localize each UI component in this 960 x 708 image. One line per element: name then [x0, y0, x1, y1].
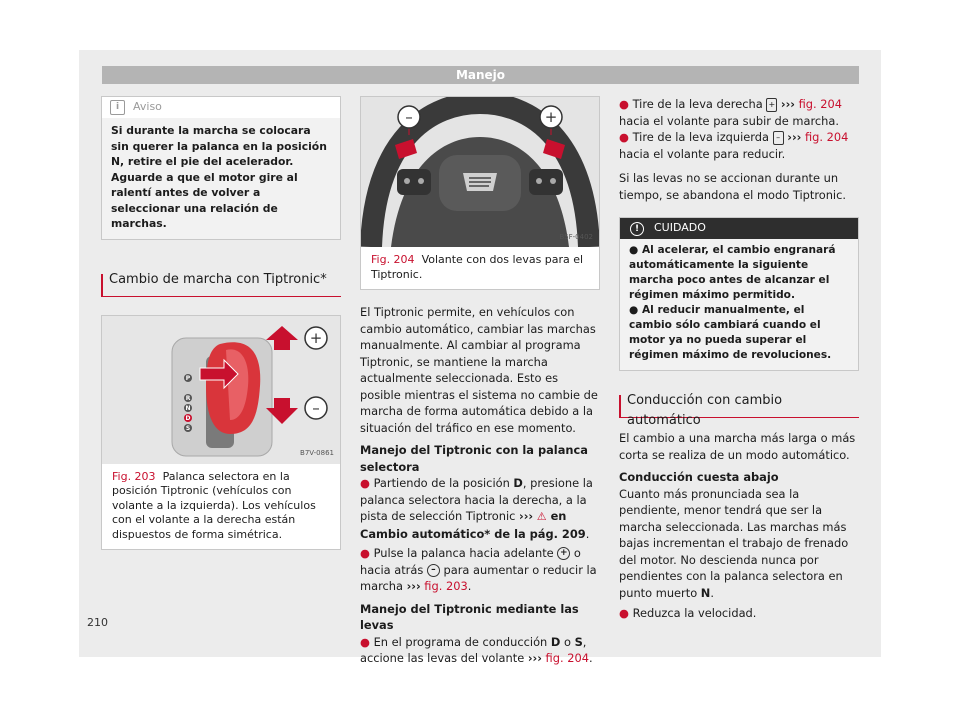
caution-box [619, 217, 859, 371]
caution-header [620, 218, 858, 239]
figure-204-caption [361, 247, 599, 289]
paddle-plus-symbol: + [544, 108, 558, 126]
minus-button-icon: – [427, 564, 440, 577]
link-fig-203[interactable]: fig. 203 [420, 579, 468, 593]
link-fig-204[interactable]: fig. 204 [801, 130, 849, 144]
plus-symbol: + [309, 328, 323, 347]
caution-item: ● Al reducir manualmente, el cambio sólo cambiará cuando el motor ya no pueda superar el régimen máximo de revoluciones. [629, 304, 832, 361]
minus-symbol: – [312, 398, 320, 417]
bullet-reduce-speed: ● Reduzca la velocidad. [619, 606, 757, 620]
figure-203-caption [102, 464, 340, 550]
caution-item: ● Al acelerar, el cambio engranará automáticamente la siguiente marcha poco antes de alcanzar el régimen máximo permitido. [629, 244, 836, 301]
aviso-header [102, 97, 340, 118]
paddle-minus-symbol: – [405, 108, 413, 126]
plus-button-icon: + [557, 547, 570, 560]
exclamation-icon: ! [630, 222, 644, 236]
bullet-icon: ● [619, 606, 633, 620]
heading-paddles: Manejo del Tiptronic mediante las levas [360, 601, 579, 632]
left-column [101, 96, 341, 550]
link-fig-204[interactable]: fig. 204 [795, 97, 843, 111]
right-column [619, 96, 859, 622]
info-icon: i [110, 100, 125, 115]
figure-204-image [361, 97, 599, 247]
gear-letter-p: P [185, 374, 191, 382]
gear-selector-illustration [102, 316, 340, 464]
warning-triangle-icon: ⚠ [536, 510, 547, 523]
gear-letter-r: R [185, 394, 191, 402]
bullet-push-lever: ● Pulse la palanca hacia adelante + o hacia atrás – para aumentar o reducir la marcha ››› fig. 203. [360, 546, 597, 593]
section-title-automatic: Conducción con cambio automático [619, 395, 859, 418]
tiptronic-intro: El Tiptronic permite, en vehículos con cambio automático, cambiar las marchas manualmente. Al cambiar al programa Tiptronic, se mantiene la marcha actualmente seleccionada. Esto es posible mientras el sistema no cambie de marcha de forma automática debido a la situación del tráfico en ese momento. [360, 305, 598, 435]
caution-body [620, 239, 858, 370]
gear-letter-s: S [185, 424, 191, 432]
gear-letter-d: D [185, 414, 191, 422]
bullet-paddles: ● En el programa de conducción D o S, accione las levas del volante ››› fig. 204. [360, 634, 593, 665]
figure-204-label: Fig. 204 [371, 253, 415, 266]
bullet-left-paddle: ● Tire de la leva izquierda – ››› fig. 204 hacia el volante para reducir. [619, 130, 849, 161]
minus-key-icon: – [773, 131, 784, 145]
figure-203-caption-text: Palanca selectora en la posición Tiptronic (vehículos con volante a la izquierda). Los vehículos con el volante a la derecha están dispuestos de forma simétrica. [112, 469, 316, 541]
figure-203-image [102, 316, 340, 464]
automatic-intro: El cambio a una marcha más larga o más corta se realiza de un modo automático. [619, 431, 856, 462]
bullet-icon: ● [360, 476, 374, 490]
section-title-tiptronic: Cambio de marcha con Tiptronic* [101, 274, 341, 297]
plus-key-icon: + [766, 98, 777, 112]
downhill-text: Cuanto más pronunciada sea la pendiente, menor tendrá que ser la marcha seleccionada. Las marchas más bajas incrementan el trabajo de frenado del motor. No descienda nunca por pendientes con la palanca selectora en punto muerto N. [619, 486, 849, 600]
figure-203-label: Fig. 203 [112, 469, 156, 483]
page-number: 210 [87, 616, 108, 629]
figure-204-caption-text: Volante con dos levas para el Tiptronic. [371, 253, 584, 281]
gear-letter-n: N [185, 404, 191, 412]
middle-column [360, 96, 600, 667]
figure-204-code: B5F-0402 [559, 232, 593, 241]
bullet-right-paddle: ● Tire de la leva derecha + ››› fig. 204 hacia el volante para subir de marcha. [619, 97, 843, 128]
bullet-icon: ● [360, 546, 374, 560]
bullet-icon: ● [619, 97, 633, 111]
steering-wheel-illustration [361, 97, 599, 247]
bullet-icon: ● [360, 634, 374, 649]
aviso-text: Si durante la marcha se colocara sin querer la palanca en la posición N, retire el pie del acelerador. Aguarde a que el motor gire al ralentí antes de volver a seleccionar una relación de marchas. [111, 124, 327, 230]
figure-203 [101, 315, 341, 551]
aviso-box [101, 96, 341, 240]
link-cambio-automatico[interactable]: en Cambio automático* de la pág. 209 [360, 509, 586, 541]
figure-204 [360, 96, 600, 290]
page-header: Manejo [102, 66, 859, 84]
figure-203-code: B7V-0861 [300, 449, 334, 457]
caution-title: CUIDADO [654, 221, 706, 235]
aviso-title: Aviso [133, 100, 162, 114]
bullet-selector-lever: ● Partiendo de la posición D, presione la palanca selectora hacia la derecha, a la pista de selección Tiptronic ››› ⚠ en Cambio automático* de la pág. 209. [360, 476, 593, 541]
link-fig-204[interactable]: fig. 204 [541, 651, 589, 665]
tiptronic-timeout-text: Si las levas no se accionan durante un tiempo, se abandona el modo Tiptronic. [619, 171, 846, 202]
bullet-icon: ● [619, 130, 633, 144]
heading-selector-lever: Manejo del Tiptronic con la palanca selectora [360, 443, 588, 474]
heading-downhill: Conducción cuesta abajo [619, 470, 779, 484]
